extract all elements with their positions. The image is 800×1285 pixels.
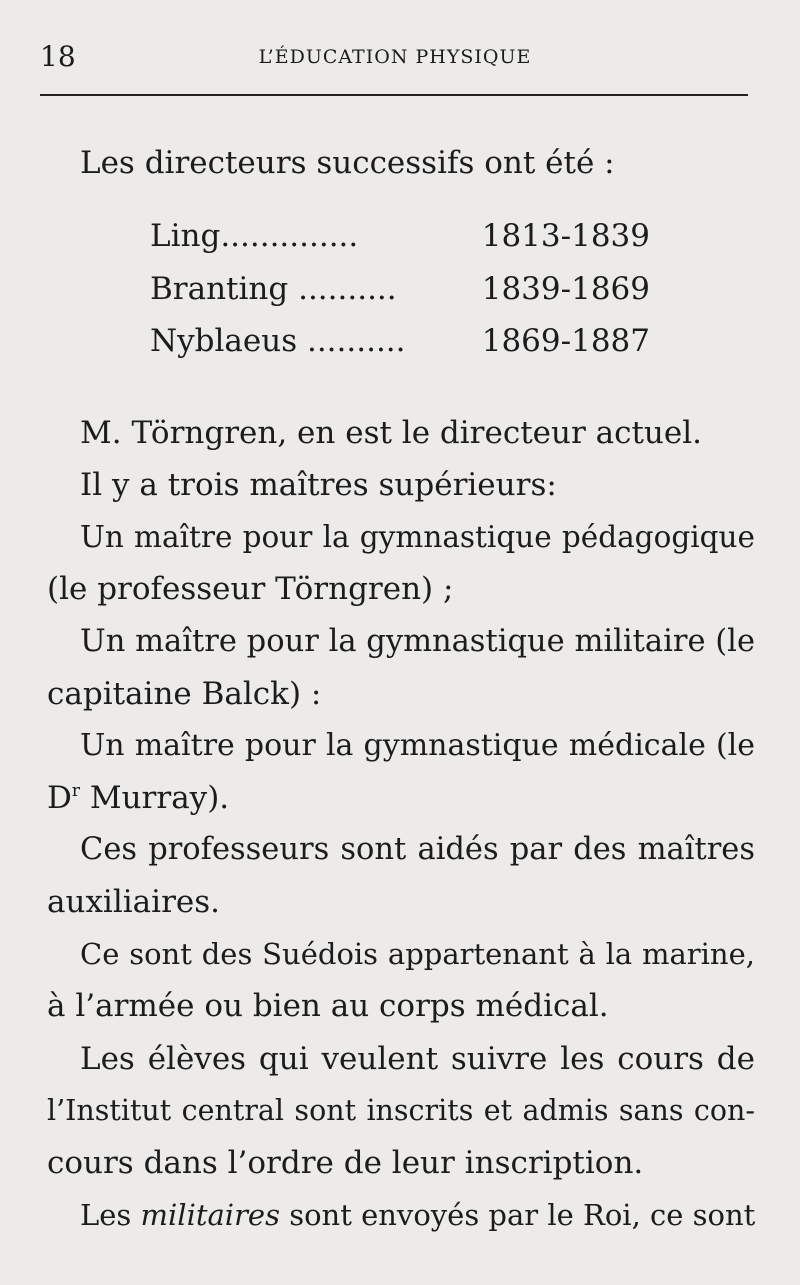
leader-dots: .......... xyxy=(306,323,406,359)
text-line: Ce sont des Suédois appartenant à la marine, xyxy=(80,937,755,971)
leader-dots: .......... xyxy=(298,271,397,307)
director-years: 1869-1887 xyxy=(481,323,650,359)
text-line: $D^r$ Murray). xyxy=(47,780,230,816)
text-line: Un maître pour la gymnastique médicale (le xyxy=(80,728,755,763)
director-name: Ling xyxy=(150,218,221,254)
text-line: M. Törngren, en est le directeur actuel. xyxy=(80,415,703,451)
leader-dots: .............. xyxy=(220,218,359,254)
director-name: Branting xyxy=(150,271,289,307)
text-line: Les élèves qui veulent suivre les cours de xyxy=(80,1041,755,1077)
text-line: l’Institut central sont inscrits et admis sans con- xyxy=(47,1094,755,1127)
director-years: 1813-1839 xyxy=(481,218,650,254)
text-line: auxiliaires. xyxy=(47,884,220,920)
page-header xyxy=(40,38,750,78)
text-line: capitaine Balck) : xyxy=(47,676,322,712)
text-line: Les militaires sont envoyés par le Roi, ce sont xyxy=(80,1198,756,1232)
text-line: à l’armée ou bien au corps médical. xyxy=(47,988,609,1024)
director-name: Nyblaeus xyxy=(150,323,298,359)
director-years: 1839-1869 xyxy=(481,271,650,307)
text-line: Ces professeurs sont aidés par des maîtres xyxy=(80,832,755,867)
running-title: L’ÉDUCATION PHYSIQUE xyxy=(258,46,532,68)
text-line: cours dans l’ordre de leur inscription. xyxy=(47,1145,644,1181)
text-line: Il y a trois maîtres supérieurs: xyxy=(80,467,557,503)
text-line: Un maître pour la gymnastique pédagogique xyxy=(80,520,755,554)
text-line: Un maître pour la gymnastique militaire (le xyxy=(80,624,755,659)
text-line: (le professeur Törngren) ; xyxy=(47,571,454,607)
header-rule xyxy=(40,94,748,96)
intro-line: Les directeurs successifs ont été : xyxy=(80,145,615,181)
page-number: 18 xyxy=(40,40,76,73)
